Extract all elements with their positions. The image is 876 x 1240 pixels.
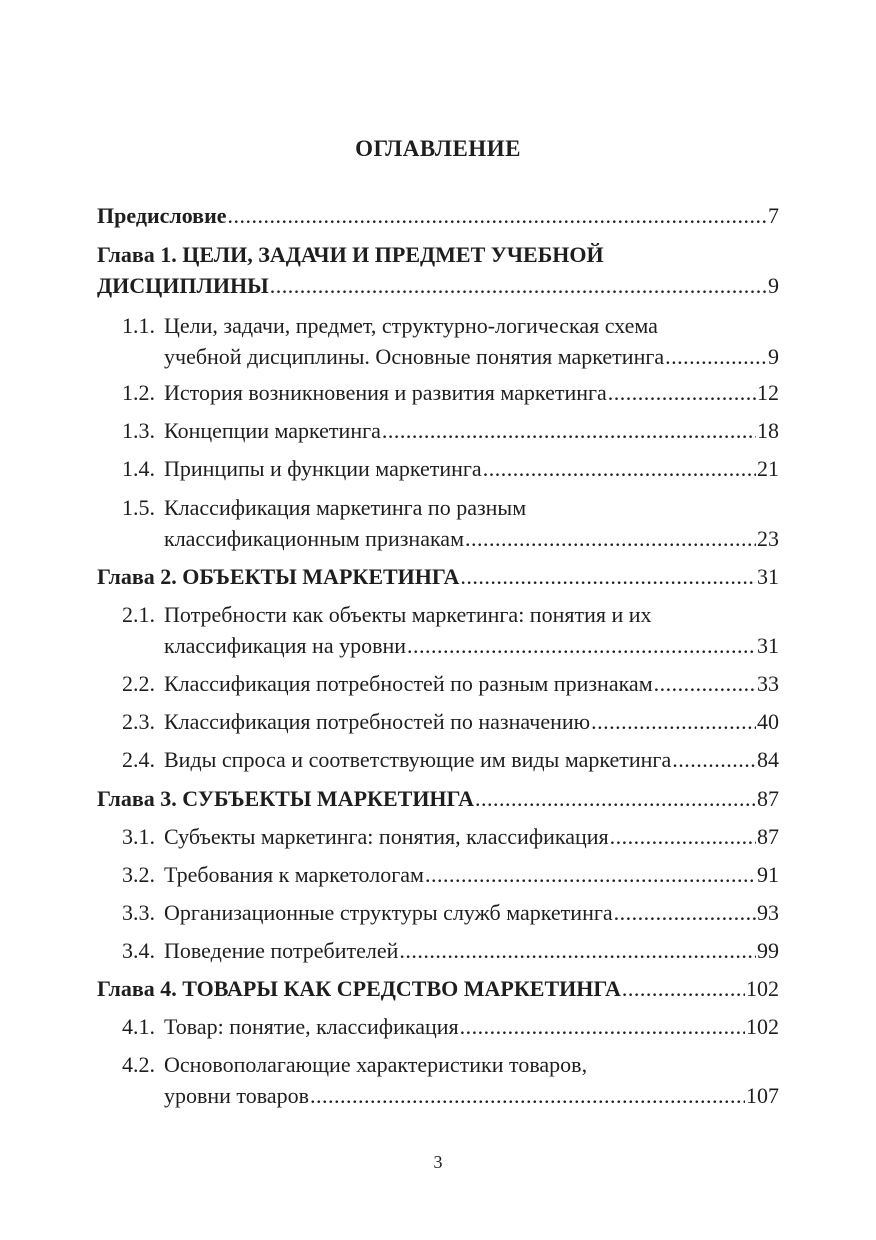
toc-entry-number: 2.3. xyxy=(122,709,155,734)
toc-entry-page: 107 xyxy=(746,1083,779,1108)
dot-leader xyxy=(610,823,756,851)
toc-entry-page: 93 xyxy=(757,900,779,925)
toc-entry-label: уровни товаров xyxy=(164,1083,310,1108)
toc-entry-2-3[interactable] xyxy=(122,708,779,736)
dot-leader xyxy=(425,861,756,889)
toc-entry-2-4[interactable] xyxy=(122,746,779,774)
toc-entry-label: Требования к маркетологам xyxy=(164,862,424,887)
toc-entry-2-2[interactable] xyxy=(122,670,779,698)
toc-entry-chapter-1-line1[interactable] xyxy=(97,241,779,269)
dot-leader xyxy=(614,899,756,927)
toc-entry-label: Принципы и функции маркетинга xyxy=(164,456,482,481)
toc-entry-3-4[interactable] xyxy=(122,937,779,965)
toc-entry-label: классификация на уровни xyxy=(164,633,407,658)
toc-entry-number: 2.1. xyxy=(122,602,155,627)
toc-entry-1-5-line1[interactable] xyxy=(122,494,779,522)
toc-entry-label: Субъекты маркетинга: понятия, классификация xyxy=(164,824,609,849)
toc-entry-label: История возникновения и развития маркетинга xyxy=(164,380,607,405)
toc-entry-page: 9 xyxy=(768,344,779,369)
toc-entry-page: 31 xyxy=(757,564,779,589)
toc-entry-page: 33 xyxy=(757,671,779,696)
toc-entry-label: Классификация потребностей по разным признакам xyxy=(164,671,653,696)
toc-entry-label: Глава 2. ОБЪЕКТЫ МАРКЕТИНГА xyxy=(97,564,460,589)
toc-entry-1-1-line2[interactable] xyxy=(164,343,779,371)
toc-entry-chapter-4[interactable] xyxy=(97,975,779,1003)
toc-entry-page: 21 xyxy=(757,456,779,481)
page-title: ОГЛАВЛЕНИЕ xyxy=(355,136,521,161)
dot-leader xyxy=(622,975,745,1003)
dot-leader xyxy=(654,670,756,698)
dot-leader xyxy=(465,525,756,553)
toc-entry-page: 87 xyxy=(757,824,779,849)
dot-leader xyxy=(382,417,756,445)
toc-entry-4-2-line2[interactable] xyxy=(164,1082,779,1110)
toc-entry-number: 2.2. xyxy=(122,671,155,696)
toc-entry-label: Классификация потребностей по назначению xyxy=(164,709,591,734)
toc-entry-page: 102 xyxy=(746,976,779,1001)
toc-entry-2-1-line2[interactable] xyxy=(164,632,779,660)
toc-entry-page: 40 xyxy=(757,709,779,734)
toc-entry-number: 1.5. xyxy=(122,495,155,520)
toc-entry-number: 1.3. xyxy=(122,418,155,443)
toc-entry-number: 1.4. xyxy=(122,456,155,481)
dot-leader xyxy=(407,632,756,660)
dot-leader xyxy=(228,202,767,230)
toc-entry-chapter-2[interactable] xyxy=(97,563,779,591)
toc-entry-number: 4.2. xyxy=(122,1052,155,1077)
dot-leader xyxy=(665,343,767,371)
dot-leader xyxy=(475,785,756,813)
toc-entry-number: 2.4. xyxy=(122,747,155,772)
toc-entry-number: 1.2. xyxy=(122,380,155,405)
toc-entry-page: 12 xyxy=(757,380,779,405)
toc-entry-label: Основополагающие характеристики товаров, xyxy=(164,1052,588,1077)
toc-entry-page: 102 xyxy=(746,1014,779,1039)
toc-entry-label: Глава 4. ТОВАРЫ КАК СРЕДСТВО МАРКЕТИНГА xyxy=(97,976,621,1001)
toc-entry-chapter-1-line2[interactable] xyxy=(97,272,779,300)
page-number: 3 xyxy=(433,1152,443,1172)
dot-leader xyxy=(310,1082,745,1110)
toc-entry-page: 9 xyxy=(768,273,779,298)
toc-entry-label: Виды спроса и соответствующие им виды маркетинга xyxy=(164,747,672,772)
toc-entry-3-3[interactable] xyxy=(122,899,779,927)
toc-entry-label: Организационные структуры служб маркетинга xyxy=(164,900,613,925)
toc-entry-3-1[interactable] xyxy=(122,823,779,851)
toc-entry-number: 3.1. xyxy=(122,824,155,849)
toc-entry-page: 91 xyxy=(757,862,779,887)
toc-entry-label: учебной дисциплины. Основные понятия маркетинга xyxy=(164,344,665,369)
toc-entry-2-1-line1[interactable] xyxy=(122,601,779,629)
toc-entry-page: 18 xyxy=(757,418,779,443)
toc-entry-label: ДИСЦИПЛИНЫ xyxy=(97,273,269,298)
toc-entry-label: классификационным признакам xyxy=(164,526,464,551)
toc-entry-label: Потребности как объекты маркетинга: понятия и их xyxy=(164,602,652,627)
toc-entry-label: Концепции маркетинга xyxy=(164,418,381,443)
toc-entry-number: 4.1. xyxy=(122,1014,155,1039)
toc-entry-number: 3.2. xyxy=(122,862,155,887)
dot-leader xyxy=(672,746,756,774)
toc-entry-3-2[interactable] xyxy=(122,861,779,889)
toc-entry-1-2[interactable] xyxy=(122,379,779,407)
dot-leader xyxy=(270,272,767,300)
toc-entry-chapter-3[interactable] xyxy=(97,785,779,813)
toc-entry-page: 84 xyxy=(757,747,779,772)
toc-entry-label: Поведение потребителей xyxy=(164,938,399,963)
dot-leader xyxy=(591,708,756,736)
dot-leader xyxy=(460,1013,745,1041)
dot-leader xyxy=(483,455,756,483)
toc-entry-4-1[interactable] xyxy=(122,1013,779,1041)
toc-entry-1-5-line2[interactable] xyxy=(164,525,779,553)
dot-leader xyxy=(460,563,756,591)
toc-entry-number: 1.1. xyxy=(122,313,155,338)
toc-entry-page: 99 xyxy=(757,938,779,963)
toc-entry-1-3[interactable] xyxy=(122,417,779,445)
toc-entry-label: Товар: понятие, классификация xyxy=(164,1014,459,1039)
toc-entry-page: 7 xyxy=(768,203,779,228)
toc-entry-page: 31 xyxy=(757,633,779,658)
dot-leader xyxy=(608,379,756,407)
toc-entry-label: Классификация маркетинга по разным xyxy=(164,495,527,520)
toc-entry-1-4[interactable] xyxy=(122,455,779,483)
toc-entry-number: 3.4. xyxy=(122,938,155,963)
toc-entry-label: Предисловие xyxy=(97,203,227,228)
toc-entry-4-2-line1[interactable] xyxy=(122,1051,779,1079)
toc-entry-preface[interactable] xyxy=(97,202,779,230)
toc-entry-label: Глава 1. ЦЕЛИ, ЗАДАЧИ И ПРЕДМЕТ УЧЕБНОЙ xyxy=(97,242,604,267)
toc-entry-page: 23 xyxy=(757,526,779,551)
toc-entry-label: Глава 3. СУБЪЕКТЫ МАРКЕТИНГА xyxy=(97,786,475,811)
toc-entry-1-1-line1[interactable] xyxy=(122,312,779,340)
dot-leader xyxy=(399,937,756,965)
toc-entry-label: Цели, задачи, предмет, структурно-логическая схема xyxy=(164,313,658,338)
toc-entry-number: 3.3. xyxy=(122,900,155,925)
toc-entry-page: 87 xyxy=(757,786,779,811)
